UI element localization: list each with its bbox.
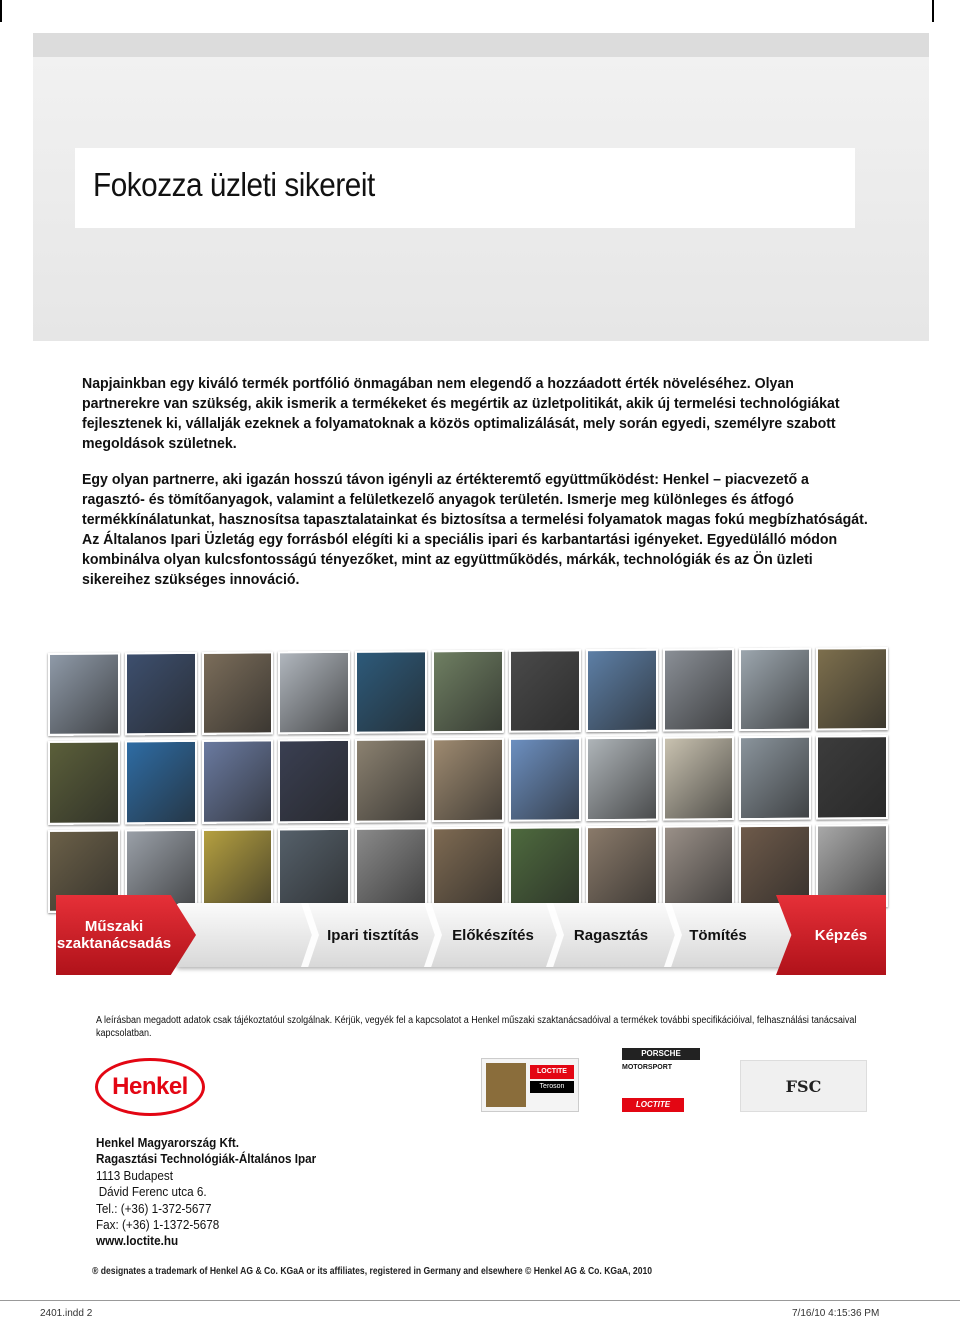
photo-tile [739,648,811,732]
photo-tile [278,651,350,735]
company-name: Henkel Magyarország Kft. [96,1135,240,1150]
photo-tile [125,740,197,824]
photo-tile [739,736,811,820]
photo-tile [663,648,735,732]
partner-paragraph: Egy olyan partnerre, aki igazán hosszú távon igényli az értékteremtő együttműködést: Henkel – piacvezető a ragasztó- és tömítőanyagok, valamint a felületkezelő anyagok területén. Ismerje meg különleges és átfogó termékkínálatunkat, hasznosítsa tapasztalatainkat és biztosítsa a termelési folyamatok magas fokú megbízhatóságát. Az Általanos Ipari Üzletág egy forrásból elégíti ki a speciális ipari és karbantartási igényeket. Egyedülálló módon kombinálva olyan kulcsfontosságú tényezőket, mint az együttműködés, márkák, technológiák és az Ön üzleti sikereihez szükséges innováció. [82,471,868,588]
porsche-label: PORSCHE [622,1048,700,1060]
photo-tile [355,650,427,734]
photo-tile [663,736,735,820]
photo-tile [202,651,274,735]
photo-tile [509,649,581,733]
trademark-notice: ® designates a trademark of Henkel AG & Co. KGaA or its affiliates, registered in Germany and elsewhere © Henkel AG & Co. KGaA, 2010 [92,1265,653,1277]
header-shade [33,33,929,57]
photo-tile [816,647,888,731]
photo-tile [509,738,581,822]
disclaimer: A leírásban megadott adatok csak tájékoztatóul szolgálnak. Kérjük, vegyék fel a kapcsolatot a Henkel műszaki szaktanácsadóival a termékek további specifikációival, felhasználási tanácsaival kapcsolatban. [96,1015,857,1039]
motorsport-label: MOTORSPORT [622,1064,673,1071]
address-city: 1113 Budapest [96,1167,173,1183]
fsc-label: FSC [785,1076,822,1096]
photo-tile [355,739,427,823]
porsche-motorsport-badge [622,1048,700,1114]
photo-tile [586,649,658,733]
crop-mark-tl [0,0,2,22]
photo-tile [816,735,888,819]
slug-filename: 2401.indd 2 [40,1308,93,1319]
process-step-training: Képzés [814,926,868,944]
process-step-cleaning: Ipari tisztítás [327,926,419,944]
page-title: Fokozza üzleti sikereit [93,166,375,203]
slug-divider [0,1300,960,1301]
process-step-bonding: Ragasztás [573,926,649,944]
process-step-consulting: Műszaki szaktanácsadás [56,918,172,952]
photo-tile [432,738,504,822]
address-street: Dávid Ferenc utca 6. [98,1184,207,1200]
process-step-sealing: Tömítés [689,926,747,944]
photo-tile [202,740,274,824]
phone: Tel.: (+36) 1-372-5677 [96,1200,212,1216]
process-step-preparation: Előkészítés [452,926,534,944]
company-division: Ragasztási Technológiák-Általános Ipar [96,1151,317,1167]
dakar-teroson-label: Teroson [530,1081,574,1093]
process-bar [56,895,886,975]
henkel-logo-text: Henkel [112,1073,188,1100]
photo-tile [48,741,120,825]
fax: Fax: (+36) 1-1372-5678 [96,1217,220,1233]
intro-paragraph: Napjainkban egy kiváló termék portfólió önmagában nem elegendő a hozzáadott érték növeléséhez. Olyan partnerekre van szükség, akik ismerik a termékeket és megértik az üzletpolitikát, akik új termelési technológiákat fejlesztenek ki, vállalják ezeknek a folyamatoknak a közös optimalizálását, mely során egyedi, személyre szabott megoldások születnek. [82,375,840,452]
photo-collage [48,650,888,910]
dakar-badge [481,1058,579,1112]
henkel-logo [95,1058,205,1116]
dakar-emblem-icon [486,1063,526,1107]
loctite-label: LOCTITE [622,1098,684,1112]
photo-tile [278,739,350,823]
crop-mark-tr [932,0,934,22]
slug-timestamp: 7/16/10 4:15:36 PM [792,1308,880,1319]
photo-tile [48,652,120,736]
photo-tile [125,652,197,736]
website-link[interactable]: www.loctite.hu [96,1233,179,1249]
fsc-logo [740,1060,867,1112]
photo-tile [586,737,658,821]
company-address [96,1135,316,1250]
photo-tile [432,650,504,734]
photo-grid [48,647,888,913]
dakar-loctite-label: LOCTITE [530,1065,574,1079]
